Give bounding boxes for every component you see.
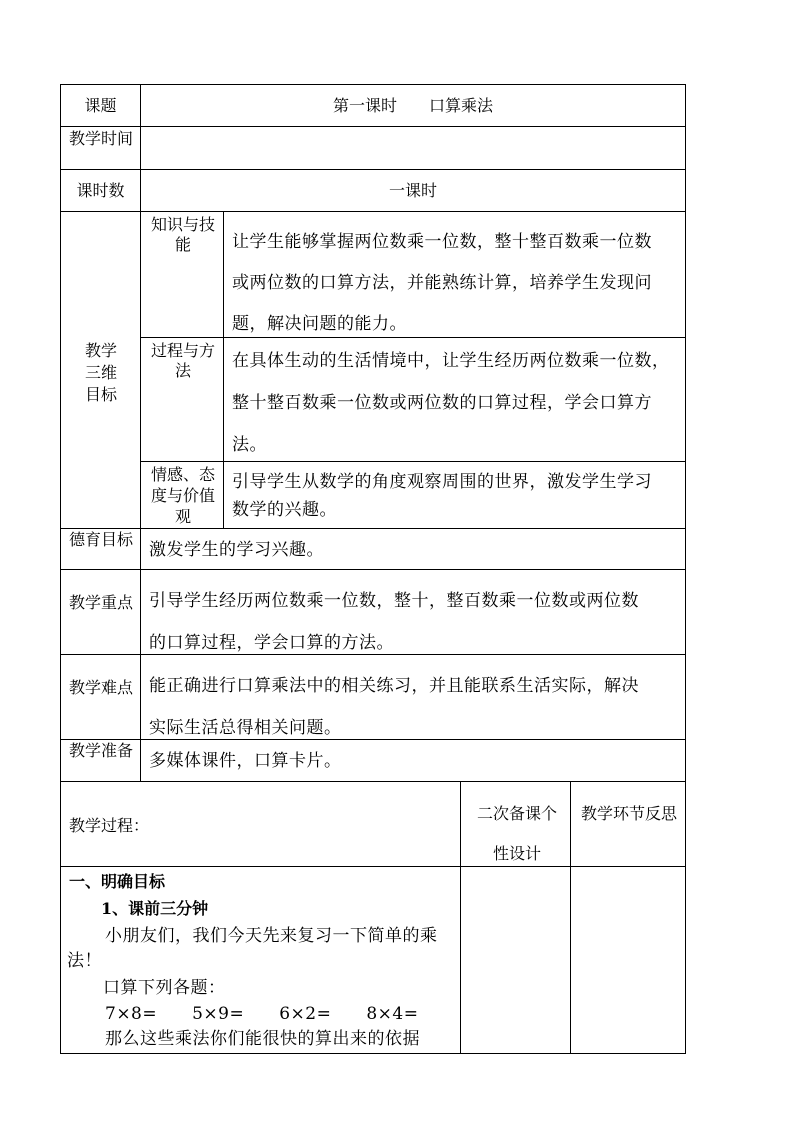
- goal-emotion-label-cell: [140, 461, 224, 529]
- process-col3-content-cell: [570, 866, 686, 1054]
- hours-value-cell: [140, 169, 686, 212]
- topic-value: 第一课时 口算乘法: [332, 96, 493, 115]
- process-col2: 二次备课个性设计: [476, 804, 557, 863]
- goal-knowledge-line-2: 或两位数的口算方法，并能熟练计算，培养学生发现问: [232, 273, 652, 293]
- hours-value: 一课时: [388, 181, 437, 200]
- goals-label-cell: [60, 211, 141, 529]
- difficult-value-cell: [140, 654, 686, 740]
- key-line-1: 引导学生经历两位数乘一位数，整十，整百数乘一位数或两位数: [149, 591, 639, 611]
- goals-label: 教学三维目标: [84, 341, 117, 404]
- goal-emotion-line-2: 数学的兴趣。: [232, 500, 337, 520]
- hours-label: 课时数: [76, 181, 125, 200]
- process-heading-1: 一、明确目标: [69, 872, 166, 891]
- goal-knowledge-text-cell: [223, 211, 686, 338]
- goal-process-text: [232, 340, 670, 466]
- key-line-2: 的口算过程，学会口算的方法。: [149, 633, 394, 653]
- process-label-cell: [60, 781, 461, 867]
- goal-process-label-cell: [140, 337, 224, 462]
- process-heading-2: 1、课前三分钟: [101, 899, 209, 918]
- time-value-cell: [140, 126, 686, 170]
- process-paragraph-1b: 法！: [67, 951, 102, 971]
- goal-knowledge-line-1: 让学生能够掌握两位数乘一位数，整十整百数乘一位数: [232, 232, 652, 252]
- goal-emotion-text-cell: [223, 461, 686, 529]
- key-label: 教学重点: [69, 593, 134, 612]
- process-paragraph-3: 7×8= 5×9= 6×2= 8×4=: [105, 1004, 419, 1024]
- topic-value-cell: [140, 84, 686, 127]
- prep-value-cell: [140, 739, 686, 782]
- goal-process-label: 过程与方法: [150, 341, 215, 380]
- process-paragraph-1a: 小朋友们，我们今天先来复习一下简单的乘: [105, 926, 438, 946]
- moral-label-cell: [60, 528, 141, 570]
- goal-knowledge-text: [232, 222, 652, 345]
- topic-label-cell: [60, 84, 141, 127]
- process-col3: 教学环节反思: [580, 804, 677, 823]
- moral-value-cell: [140, 528, 686, 570]
- topic-label: 课题: [84, 96, 117, 115]
- hours-label-cell: [60, 169, 141, 212]
- difficult-line-1: 能正确进行口算乘法中的相关练习，并且能联系生活实际，解决: [149, 676, 639, 696]
- key-label-cell: [60, 569, 141, 655]
- prep-label-cell: [60, 739, 141, 782]
- difficult-label: 教学难点: [69, 678, 134, 697]
- time-label: 教学时间: [68, 129, 133, 148]
- goal-emotion-text: [232, 468, 652, 524]
- goal-emotion-label: 情感、态度与价值观: [150, 465, 215, 526]
- key-value-cell: [140, 569, 686, 655]
- difficult-line-2: 实际生活总得相关问题。: [149, 718, 342, 738]
- process-col2-cell: [460, 781, 571, 867]
- goal-process-line-1: 在具体生动的生活情境中，让学生经历两位数乘一位数，: [232, 351, 670, 371]
- moral-label: 德育目标: [69, 530, 134, 549]
- moral-value: 激发学生的学习兴趣。: [149, 540, 324, 560]
- prep-label: 教学准备: [69, 741, 134, 760]
- goal-knowledge-label-cell: [140, 211, 224, 338]
- process-col3-cell: [570, 781, 686, 867]
- goal-process-line-3: 法。: [232, 435, 267, 455]
- process-label: 教学过程：: [69, 816, 150, 835]
- difficult-label-cell: [60, 654, 141, 740]
- goal-knowledge-label: 知识与技能: [150, 215, 215, 254]
- goal-process-text-cell: [223, 337, 686, 462]
- process-paragraph-2: 口算下列各题：: [103, 978, 226, 998]
- goal-process-line-2: 整十整百数乘一位数或两位数的口算过程，学会口算方: [232, 393, 652, 413]
- difficult-value: [149, 665, 639, 749]
- prep-value: 多媒体课件，口算卡片。: [149, 751, 342, 771]
- process-paragraph-4: 那么这些乘法你们能很快的算出来的依据: [105, 1029, 420, 1049]
- goal-knowledge-line-3: 题，解决问题的能力。: [232, 314, 407, 334]
- goal-emotion-line-1: 引导学生从数学的角度观察周围的世界，激发学生学习: [232, 472, 652, 492]
- key-value: [149, 580, 639, 664]
- process-content-cell: [60, 866, 461, 1054]
- process-col2-content-cell: [460, 866, 571, 1054]
- time-label-cell: [60, 126, 141, 170]
